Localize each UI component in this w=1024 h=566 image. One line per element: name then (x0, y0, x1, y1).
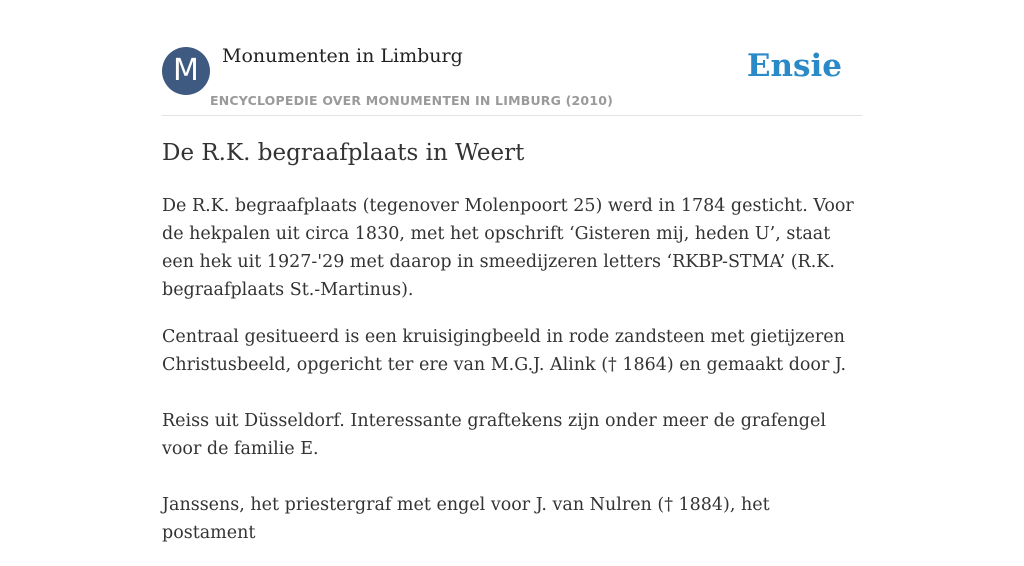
article-title: De R.K. begraafplaats in Weert (162, 140, 525, 166)
site-title[interactable]: Monumenten in Limburg (222, 45, 463, 67)
paragraph: De R.K. begraafplaats (tegenover Molenpoort 25) werd in 1784 gesticht. Voor de hekpalen uit circa 1830, met het opschrift ‘Gisteren mij, heden U’, staat een hek uit 1927-'29 met daarop in smeedijzeren letters ‘RKBP-STMA’ (R.K. begraafplaats St.-Martinus). (162, 196, 854, 300)
paragraph: Reiss uit Düsseldorf. Interessante graftekens zijn onder meer de grafengel voor de familie E. (162, 411, 826, 459)
site-subtitle: ENCYCLOPEDIE OVER MONUMENTEN IN LIMBURG (2010) (210, 93, 614, 108)
page (162, 0, 862, 543)
ensie-logo[interactable]: Ensie (746, 48, 842, 84)
site-header (162, 0, 862, 116)
paragraph: Centraal gesitueerd is een kruisigingbeeld in rode zandsteen met gietijzeren Christusbeeld, opgericht ter ere van M.G.J. Alink († 1864) en gemaakt door J. (162, 327, 847, 375)
article-body (162, 192, 862, 566)
avatar[interactable]: M (162, 47, 210, 95)
paragraph: Janssens, het priestergraf met engel voor J. van Nulren († 1884), het postament (162, 495, 770, 543)
